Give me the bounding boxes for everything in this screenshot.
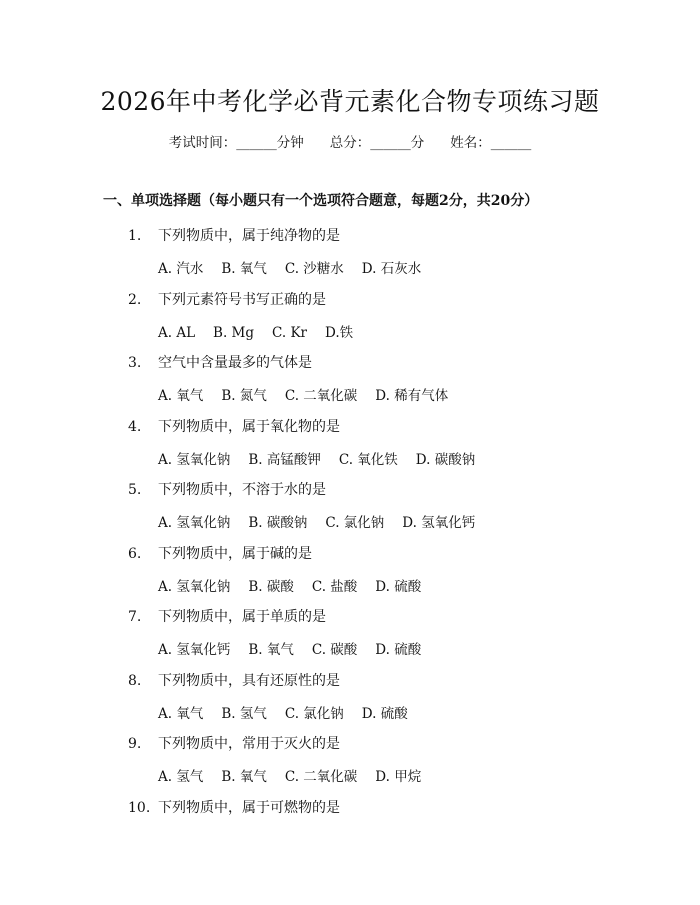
question-text: 下列物质中，属于碱的是: [158, 545, 312, 562]
option-a: A. 氢氧化钠: [158, 578, 231, 595]
question-text: 下列物质中，属于单质的是: [158, 609, 326, 625]
question-text: 下列物质中，属于氧化物的是: [158, 418, 340, 435]
question-stem: [128, 797, 340, 817]
option-d: D. 硫酸: [375, 642, 422, 658]
question-options: [158, 638, 439, 658]
student-name-field: 姓名：______: [450, 135, 532, 151]
option-b: B. 氧气: [221, 769, 267, 785]
option-d: D. 石灰水: [361, 261, 422, 277]
question-options: [158, 575, 439, 595]
option-b: B. 氧气: [248, 642, 294, 658]
total-score-field: 总分：______分: [329, 135, 425, 151]
section-heading: 一、单项选择题（每小题只有一个选项符合题意，每题2分，共20分）: [103, 193, 539, 209]
option-a: A. 氢气: [158, 769, 204, 785]
option-c: C. 碳酸: [311, 642, 358, 658]
question-number: 6.: [128, 545, 142, 562]
question-options: [158, 702, 426, 722]
option-c: C. 氯化钠: [284, 705, 344, 722]
option-a: A. 氧气: [158, 388, 204, 404]
option-c: C. 氯化钠: [325, 515, 385, 531]
question-number: 1.: [128, 228, 142, 244]
question-options: [158, 511, 493, 531]
option-d: D. 硫酸: [375, 578, 422, 595]
option-b: B. 碳酸钠: [248, 515, 308, 531]
question-stem: [128, 606, 326, 626]
question-text: 空气中含量最多的气体是: [158, 355, 312, 371]
question-number: 4.: [128, 418, 142, 435]
question-number: 10.: [128, 799, 151, 816]
option-a: A. 氢氧化钠: [158, 515, 231, 531]
option-c: C. 二氧化碳: [284, 769, 358, 785]
option-a: A. AL: [158, 324, 196, 341]
option-b: B. 氧气: [221, 261, 267, 277]
question-text: 下列物质中，属于可燃物的是: [158, 799, 340, 816]
option-a: A. 汽水: [158, 261, 204, 277]
option-c: C. 沙糖水: [284, 261, 344, 277]
question-options: [158, 448, 493, 468]
question-text: 下列物质中，常用于灭火的是: [158, 736, 340, 752]
question-text: 下列物质中，具有还原性的是: [158, 672, 340, 689]
option-a: A. 氧气: [158, 705, 204, 722]
question-number: 5.: [128, 482, 142, 498]
option-d: D. 硫酸: [361, 705, 408, 722]
question-stem: [128, 733, 340, 753]
question-stem: [128, 225, 340, 245]
exam-meta: [0, 131, 700, 151]
question-options: [158, 321, 371, 341]
question-text: 下列物质中，属于纯净物的是: [158, 228, 340, 244]
question-options: [158, 384, 466, 404]
question-options: [158, 765, 439, 785]
question-text: 下列元素符号书写正确的是: [158, 291, 326, 308]
option-c: C. 二氧化碳: [284, 388, 358, 404]
option-b: B. 氮气: [221, 388, 267, 404]
option-d: D. 稀有气体: [375, 388, 449, 404]
option-d: D. 氢氧化钙: [402, 515, 476, 531]
question-options: [158, 257, 439, 277]
question-stem: [128, 543, 312, 563]
question-number: 7.: [128, 609, 142, 625]
option-b: B. 氢气: [221, 705, 267, 722]
page-title: 2026年中考化学必背元素化合物专项练习题: [100, 87, 600, 116]
option-d: D.铁: [325, 324, 354, 341]
question-number: 9.: [128, 736, 142, 752]
question-number: 8.: [128, 672, 142, 689]
option-b: B. 高锰酸钾: [248, 451, 321, 468]
option-b: B. 碳酸: [248, 578, 294, 595]
option-d: D. 碳酸钠: [415, 451, 476, 468]
option-d: D. 甲烷: [375, 769, 422, 785]
option-c: C. 盐酸: [311, 578, 358, 595]
option-c: C. 氧化铁: [338, 451, 398, 468]
option-a: A. 氢氧化钠: [158, 451, 231, 468]
exam-time-field: 考试时间：______分钟: [168, 135, 304, 151]
question-stem: [128, 289, 326, 309]
question-number: 3.: [128, 355, 142, 371]
question-text: 下列物质中，不溶于水的是: [158, 482, 326, 498]
option-a: A. 氢氧化钙: [158, 642, 231, 658]
question-stem: [128, 416, 340, 436]
question-stem: [128, 670, 340, 690]
question-stem: [128, 352, 312, 372]
option-c: C. Kr: [272, 324, 307, 341]
question-number: 2.: [128, 291, 142, 308]
question-stem: [128, 479, 326, 499]
option-b: B. Mg: [213, 324, 255, 341]
